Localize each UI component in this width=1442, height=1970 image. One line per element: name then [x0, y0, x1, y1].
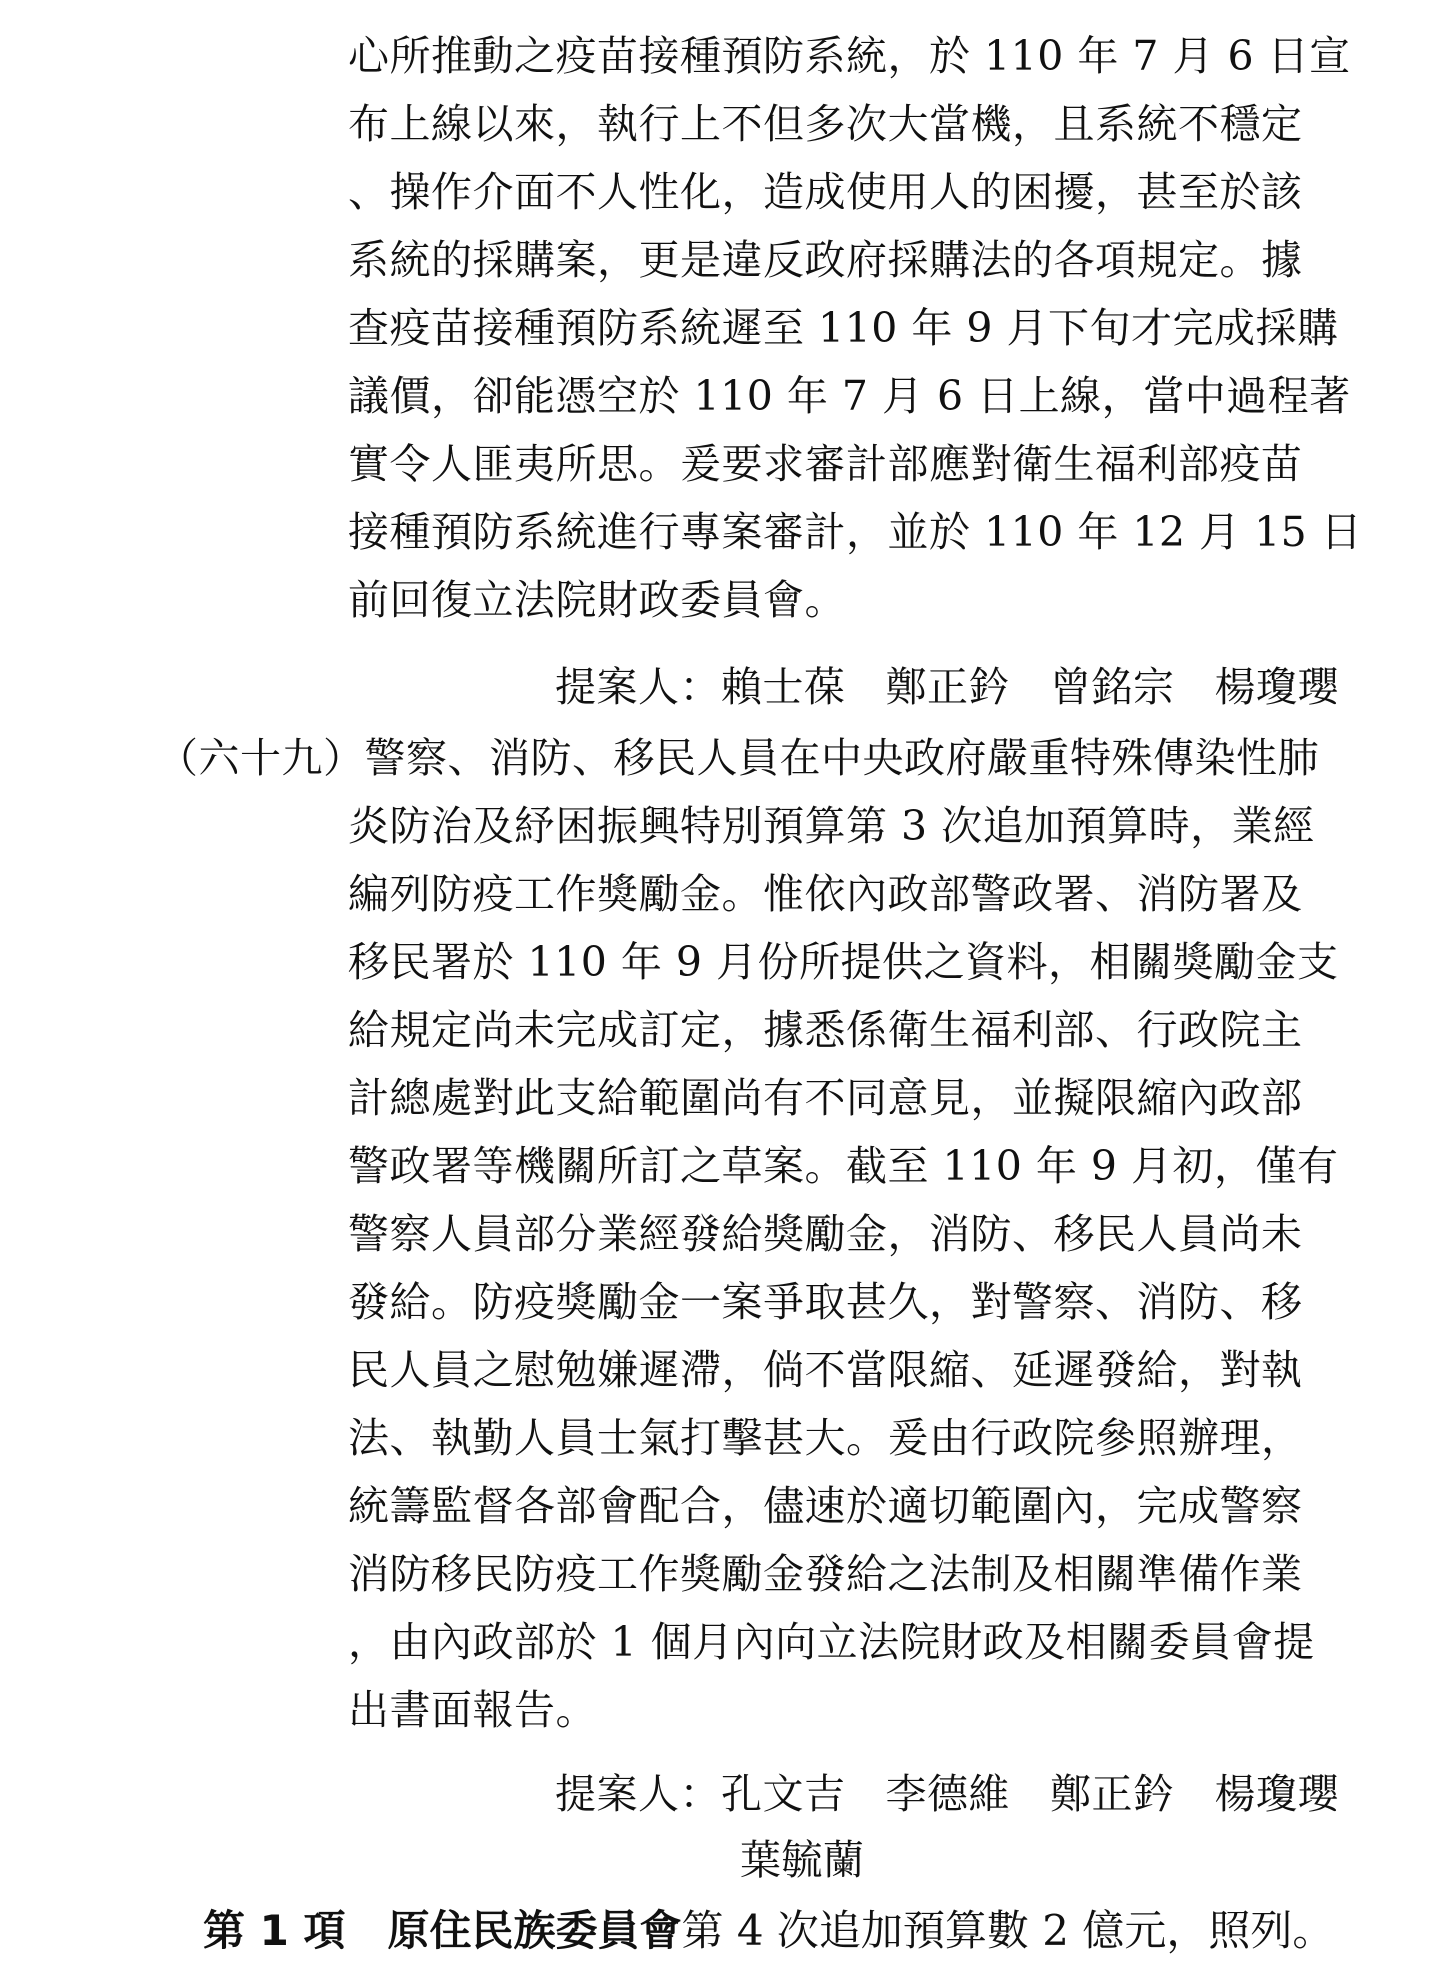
item-text: 第 4 次追加預算數 2 億元，照列。 — [681, 1906, 1335, 1955]
text-line: 系統的採購案，更是違反政府採購法的各項規定。據 — [348, 236, 1303, 284]
paragraph-first-line: 警察、消防、移民人員在中央政府嚴重特殊傳染性肺 — [364, 734, 1319, 782]
text-line: 計總處對此支給範圍尚有不同意見，並擬限縮內政部 — [348, 1074, 1303, 1122]
proposer-name: 楊瓊瓔 — [1214, 1770, 1339, 1818]
proposer-name: 李德維 — [885, 1770, 1010, 1818]
text-line: 發給。防疫獎勵金一案爭取甚久，對警察、消防、移 — [348, 1278, 1303, 1326]
text-line: ，由內政部於 1 個月內向立法院財政及相關委員會提 — [348, 1618, 1315, 1666]
proposer-name: 鄭正鈐 — [1050, 1770, 1175, 1818]
text-line: 實令人匪夷所思。爰要求審計部應對衛生福利部疫苗 — [348, 440, 1303, 488]
proposer-name-continued: 葉毓蘭 — [740, 1836, 865, 1884]
item-agency: 原住民族委員會 — [387, 1906, 682, 1955]
text-line: 前回復立法院財政委員會。 — [348, 576, 846, 624]
proposer-label: 提案人： — [555, 1770, 721, 1818]
text-line: 消防移民防疫工作獎勵金發給之法制及相關準備作業 — [348, 1550, 1303, 1598]
text-line: 給規定尚未完成訂定，據悉係衛生福利部、行政院主 — [348, 1006, 1303, 1054]
paragraph-number: （六十九） — [157, 734, 365, 782]
text-line: 查疫苗接種預防系統遲至 110 年 9 月下旬才完成採購 — [348, 304, 1339, 352]
text-line — [157, 724, 1412, 792]
text-line: 接種預防系統進行專案審計，並於 110 年 12 月 15 日 — [348, 508, 1363, 556]
proposer-line-68 — [555, 653, 1415, 721]
text-line: 警察人員部分業經發給獎勵金，消防、移民人員尚未 — [348, 1210, 1303, 1258]
proposer-name: 賴士葆 — [721, 663, 846, 711]
text-line: 民人員之慰勉嫌遲滯，倘不當限縮、延遲發給，對執 — [348, 1346, 1303, 1394]
text-line: 編列防疫工作獎勵金。惟依內政部警政署、消防署及 — [348, 870, 1303, 918]
proposer-name: 鄭正鈐 — [885, 663, 1010, 711]
text-line: 議價，卻能憑空於 110 年 7 月 6 日上線，當中過程著 — [348, 372, 1351, 420]
text-line: 布上線以來，執行上不但多次大當機，且系統不穩定 — [348, 100, 1303, 148]
budget-item-line — [203, 1895, 1413, 1967]
text-line: 法、執勤人員士氣打擊甚大。爰由行政院參照辦理， — [348, 1414, 1303, 1462]
proposer-name: 孔文吉 — [721, 1770, 846, 1818]
proposer-name: 楊瓊瓔 — [1214, 663, 1339, 711]
item-heading: 第 1 項 — [203, 1906, 346, 1955]
text-line: 移民署於 110 年 9 月份所提供之資料，相關獎勵金支 — [348, 938, 1339, 986]
text-line: 炎防治及紓困振興特別預算第 3 次追加預算時，業經 — [348, 802, 1315, 850]
text-line: 警政署等機關所訂之草案。截至 110 年 9 月初，僅有 — [348, 1142, 1339, 1190]
text-line: 、操作介面不人性化，造成使用人的困擾，甚至於該 — [348, 168, 1303, 216]
proposer-line-69 — [555, 1760, 1415, 1828]
proposer-label: 提案人： — [555, 663, 721, 711]
text-line: 出書面報告。 — [348, 1686, 597, 1734]
text-line: 統籌監督各部會配合，儘速於適切範圍內，完成警察 — [348, 1482, 1303, 1530]
text-line: 心所推動之疫苗接種預防系統，於 110 年 7 月 6 日宣 — [348, 32, 1351, 80]
proposer-name: 曾銘宗 — [1050, 663, 1175, 711]
